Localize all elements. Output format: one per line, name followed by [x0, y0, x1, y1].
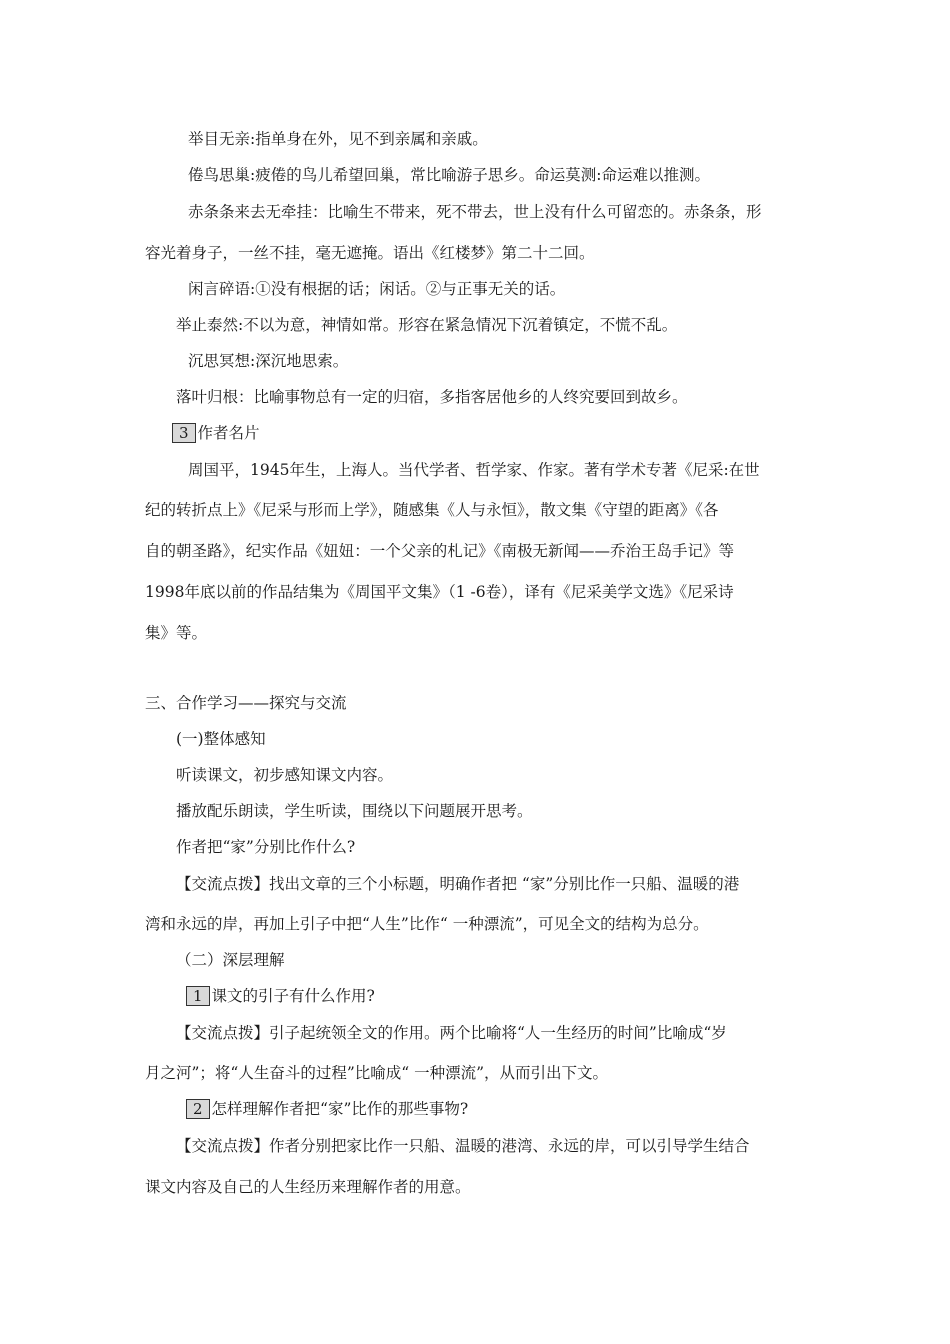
text-line: 落叶归根：比喻事物总有一定的归宿，多指客居他乡的人终究要回到故乡。 [176, 388, 688, 406]
heading-text: 作者名片 [197, 424, 260, 442]
text-line: 【交流点拨】找出文章的三个小标题，明确作者把 “家”分别比作一只船、温暖的港 [176, 875, 740, 893]
text-line: 沉思冥想:深沉地思索。 [188, 352, 349, 370]
question-line [186, 984, 375, 1006]
text-line: 闲言碎语:①没有根据的话；闲话。②与正事无关的话。 [188, 280, 566, 298]
number-box: 3 [172, 423, 196, 443]
text-line: 赤条条来去无牵挂：比喻生不带来，死不带去，世上没有什么可留恋的。赤条条，形 [188, 203, 762, 221]
number-box: 1 [186, 986, 210, 1006]
question-line [186, 1097, 468, 1119]
question-text: 怎样理解作者把“家”比作的那些事物? [211, 1100, 469, 1118]
text-line: 容光着身子，一丝不挂，毫无遮掩。语出《红楼梦》第二十二回。 [145, 244, 595, 262]
text-line: 【交流点拨】引子起统领全文的作用。两个比喻将“人一生经历的时间”比喻成“岁 [176, 1024, 727, 1042]
text-line: 湾和永远的岸，再加上引子中把“人生”比作“ 一种漂流”，可见全文的结构为总分。 [145, 915, 709, 933]
text-line: 课文内容及自己的人生经历来理解作者的用意。 [145, 1178, 471, 1196]
question-text: 课文的引子有什么作用? [211, 987, 375, 1005]
section-title: 三、合作学习——探究与交流 [145, 694, 347, 712]
text-line: 【交流点拨】作者分别把家比作一只船、温暖的港湾、永远的岸，可以引导学生结合 [176, 1137, 750, 1155]
text-line: 月之河”；将“人生奋斗的过程”比喻成“ 一种漂流”，从而引出下文。 [145, 1064, 609, 1082]
number-box: 2 [186, 1099, 210, 1119]
section-heading [172, 421, 260, 443]
text-line: 纪的转折点上》《尼采与形而上学》，随感集《人与永恒》，散文集《守望的距离》《各 [145, 501, 719, 519]
text-line: 自的朝圣路》，纪实作品《妞妞：一个父亲的札记》《南极无新闻——乔治王岛手记》等 [145, 542, 735, 560]
text-line: 举目无亲:指单身在外，见不到亲属和亲戚。 [188, 130, 488, 148]
text-line: 听读课文，初步感知课文内容。 [176, 766, 394, 784]
subsection-title: (一)整体感知 [176, 730, 266, 748]
text-line: 播放配乐朗读，学生听读，围绕以下问题展开思考。 [176, 802, 533, 820]
text-line: 举止泰然:不以为意，神情如常。形容在紧急情况下沉着镇定，不慌不乱。 [176, 316, 678, 334]
subsection-title: （二）深层理解 [176, 951, 285, 969]
question-line: 作者把“家”分别比作什么? [176, 838, 356, 856]
text-line: 倦鸟思巢:疲倦的鸟儿希望回巢，常比喻游子思乡。命运莫测:命运难以推测。 [188, 166, 710, 184]
text-line: 周国平，1945年生，上海人。当代学者、哲学家、作家。著有学术专著《尼采:在世 [188, 461, 760, 479]
text-line: 1998年底以前的作品结集为《周国平文集》（1 -6卷），译有《尼采美学文选》《尼采诗 [145, 583, 734, 601]
text-line: 集》等。 [145, 624, 208, 642]
